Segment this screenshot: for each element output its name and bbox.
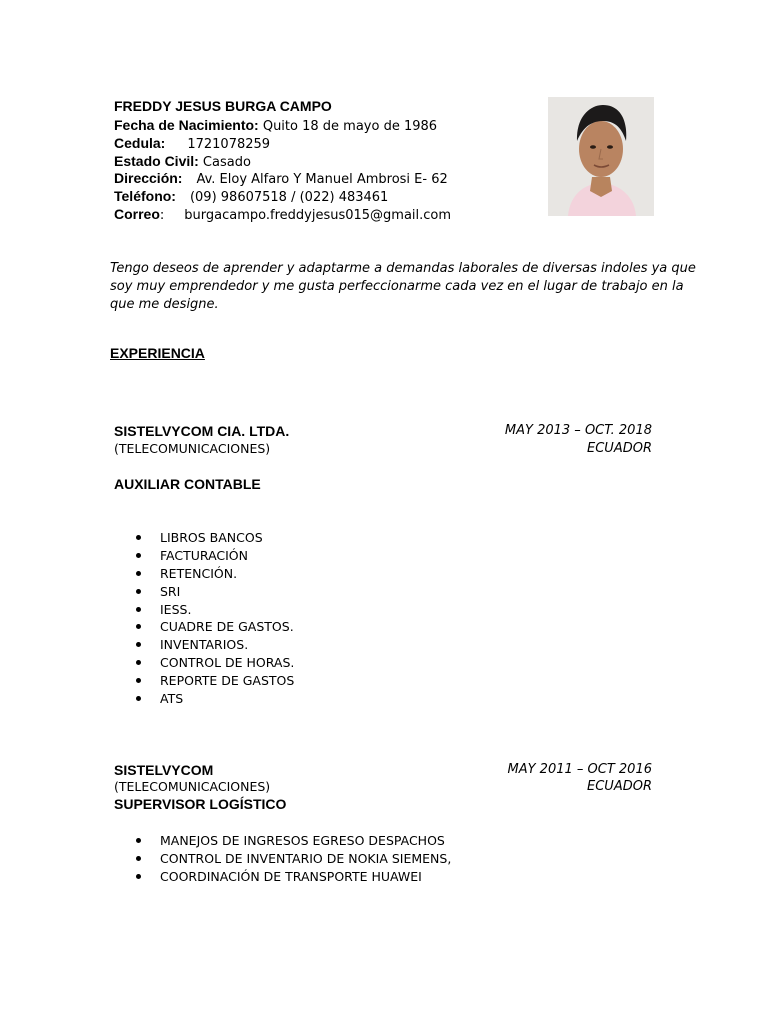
job-country: ECUADOR	[587, 441, 652, 456]
intro-paragraph: Tengo deseos de aprender y adaptarme a demandas laborales de diversas indoles ya que soy muy emprendedor y me gusta perfeccionarme cada vez en el lugar de trabajo en la que me designe.	[110, 261, 696, 312]
bullet-icon	[136, 856, 141, 861]
job-role: AUXILIAR CONTABLE	[114, 476, 261, 492]
task-text: INVENTARIOS.	[160, 637, 249, 653]
bullet-icon	[136, 660, 141, 665]
profile-photo	[548, 97, 654, 216]
bullet-icon	[136, 624, 141, 629]
job-task-list	[136, 529, 294, 708]
phone-value: (09) 98607518 / (022) 483461	[189, 190, 389, 205]
list-item	[136, 690, 294, 708]
full-name: FREDDY JESUS BURGA CAMPO	[114, 98, 332, 114]
birth-label: Fecha de Nacimiento:	[114, 117, 259, 133]
task-text: COORDINACIÓN DE TRANSPORTE HUAWEI	[160, 868, 422, 884]
task-text: MANEJOS DE INGRESOS EGRESO DESPACHOS	[160, 833, 445, 848]
email-value: burgacampo.freddyjesus015@gmail.com	[184, 208, 452, 223]
phone-label: Teléfono:	[114, 188, 176, 204]
job-country: ECUADOR	[587, 779, 652, 794]
email-colon: :	[159, 208, 165, 223]
task-text: RETENCIÓN.	[160, 565, 238, 581]
job-dates: MAY 2011 – OCT 2016	[507, 762, 652, 777]
birth-value: Quito 18 de mayo de 1986	[258, 119, 438, 134]
job-sector: (TELECOMUNICACIONES)	[114, 779, 271, 794]
bullet-icon	[136, 589, 141, 594]
job-company: SISTELVYCOM CIA. LTDA.	[114, 423, 290, 439]
address-value: Av. Eloy Alfaro Y Manuel Ambrosi E- 62	[196, 172, 448, 187]
bullet-icon	[136, 535, 141, 540]
list-item	[136, 565, 294, 583]
job-dates: MAY 2013 – OCT. 2018	[504, 423, 652, 438]
task-text: CUADRE DE GASTOS.	[160, 619, 294, 635]
email-row	[114, 204, 451, 223]
list-item	[136, 601, 294, 619]
list-item	[136, 636, 294, 654]
task-text: REPORTE DE GASTOS	[160, 673, 295, 689]
cedula-row	[114, 133, 270, 152]
list-item	[136, 547, 294, 565]
task-text: CONTROL DE HORAS.	[160, 655, 295, 671]
bullet-icon	[136, 553, 141, 558]
phone-row	[114, 186, 388, 205]
task-text: CONTROL DE INVENTARIO DE NOKIA SIEMENS,	[160, 850, 452, 866]
experience-title: EXPERIENCIA	[110, 345, 205, 361]
task-text: SRI	[160, 583, 181, 599]
bullet-icon	[136, 874, 141, 879]
bullet-icon	[136, 571, 141, 576]
bullet-icon	[136, 696, 141, 701]
job-role: SUPERVISOR LOGÍSTICO	[114, 796, 287, 812]
list-item	[136, 672, 294, 690]
cedula-value: 1721078259	[187, 137, 271, 152]
birth-row	[114, 115, 437, 134]
job-task-list	[136, 832, 451, 886]
bullet-icon	[136, 838, 141, 843]
task-text: ATS	[160, 691, 184, 707]
task-text: LIBROS BANCOS	[160, 530, 263, 545]
civil-status-label: Estado Civil:	[114, 153, 199, 169]
list-item	[136, 618, 294, 636]
bullet-icon	[136, 642, 141, 647]
civil-status-value: Casado	[198, 155, 251, 170]
job-company: SISTELVYCOM	[114, 762, 214, 778]
task-text: FACTURACIÓN	[160, 547, 249, 563]
list-item	[136, 832, 451, 850]
list-item	[136, 868, 451, 886]
task-text: IESS.	[160, 601, 192, 617]
job-sector: (TELECOMUNICACIONES)	[114, 441, 271, 456]
list-item	[136, 654, 294, 672]
address-row	[114, 168, 448, 187]
list-item	[136, 529, 294, 547]
cedula-label: Cedula:	[114, 135, 166, 151]
list-item	[136, 583, 294, 601]
email-label: Correo	[114, 206, 160, 222]
bullet-icon	[136, 678, 141, 683]
address-label: Dirección:	[114, 170, 183, 186]
bullet-icon	[136, 607, 141, 612]
list-item	[136, 850, 451, 868]
